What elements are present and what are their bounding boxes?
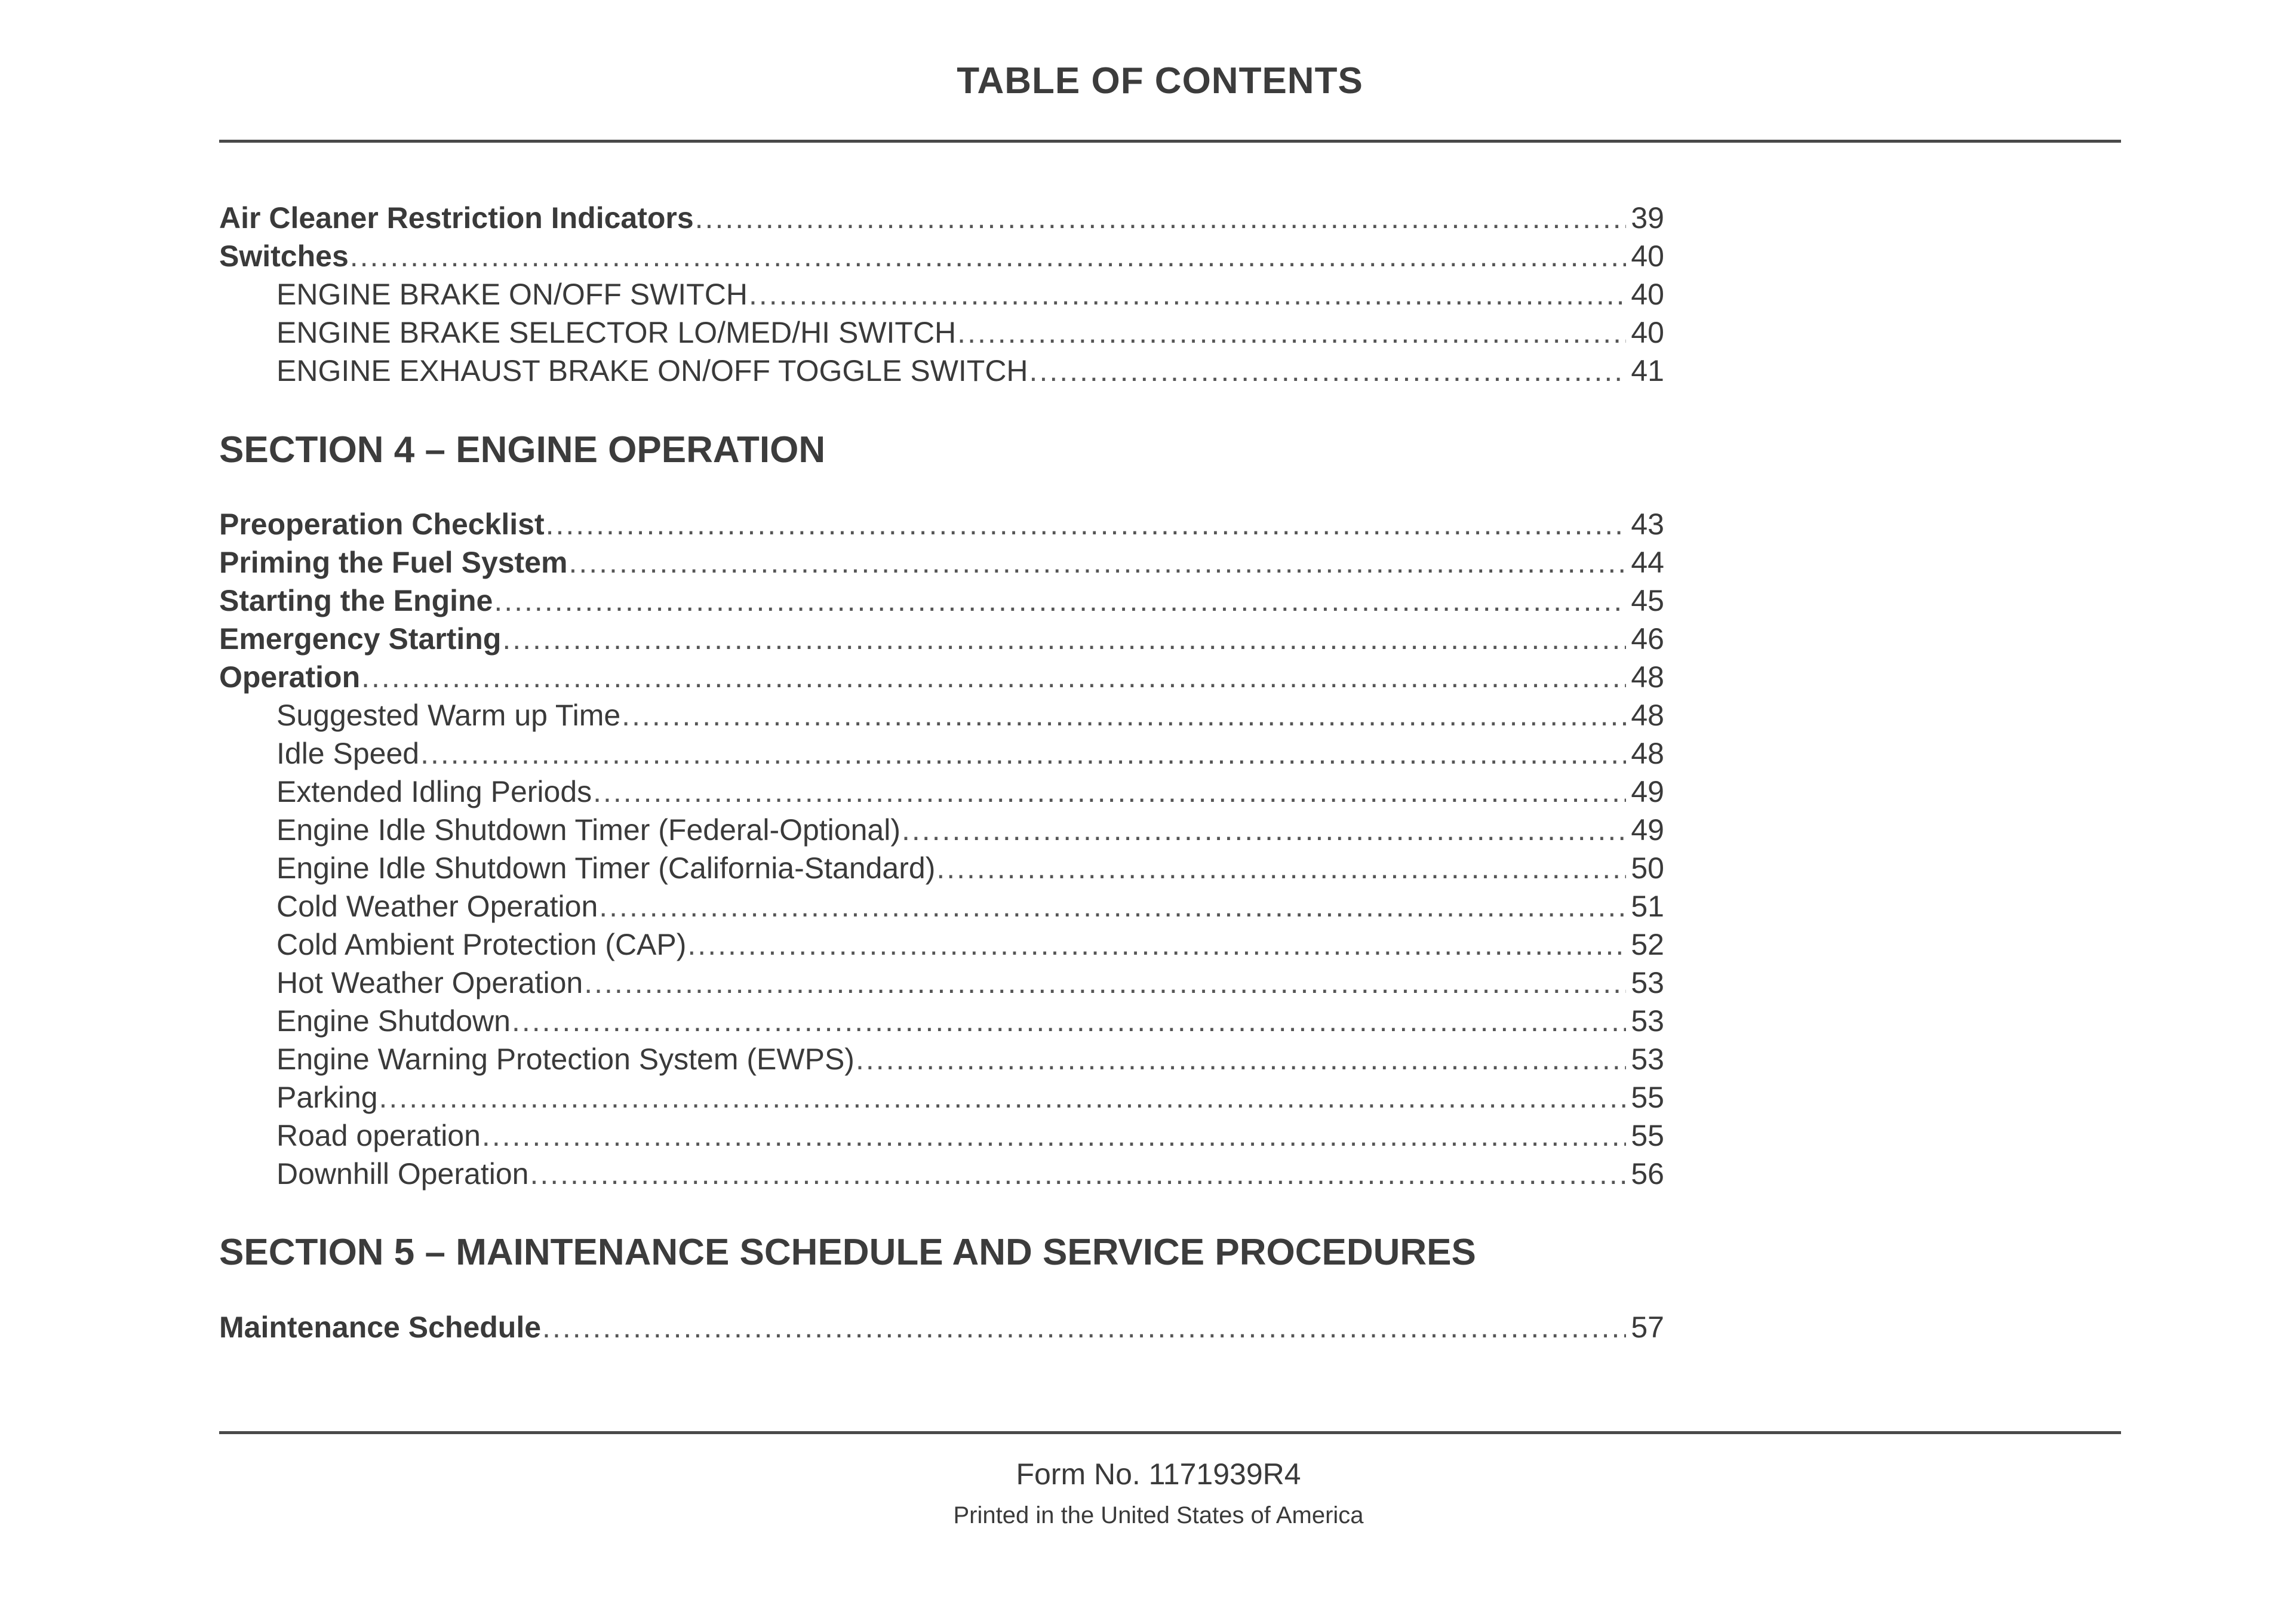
dot-leader — [584, 965, 1626, 1000]
top-divider — [219, 140, 2121, 143]
toc-entry-label: Parking — [276, 1081, 378, 1114]
toc-subentry[interactable] — [276, 885, 1664, 924]
dot-leader — [1029, 353, 1626, 388]
toc-entry-label: ENGINE BRAKE ON/OFF SWITCH — [276, 278, 748, 311]
toc-entry-page: 52 — [1631, 928, 1664, 961]
toc-subentry[interactable] — [276, 1000, 1664, 1038]
dot-leader — [482, 1118, 1626, 1153]
toc-subentry[interactable] — [276, 350, 1664, 388]
toc-subentry[interactable] — [276, 962, 1664, 1000]
toc-entry-page: 46 — [1631, 622, 1664, 656]
toc-entry-label: Cold Ambient Protection (CAP) — [276, 928, 687, 961]
toc-entry-label: Extended Idling Periods — [276, 775, 592, 808]
toc-entry-label: Engine Idle Shutdown Timer (California-Standard) — [276, 851, 936, 885]
toc-entry-page: 40 — [1631, 239, 1664, 273]
dot-leader — [350, 239, 1626, 273]
dot-leader — [379, 1080, 1626, 1115]
dot-leader — [936, 851, 1626, 885]
toc-entry-label: Downhill Operation — [276, 1157, 529, 1191]
dot-leader — [568, 545, 1626, 580]
dot-leader — [420, 736, 1626, 771]
toc-subentry[interactable] — [276, 847, 1664, 885]
dot-leader — [856, 1042, 1626, 1076]
toc-entry-label: Engine Warning Protection System (EWPS) — [276, 1042, 855, 1076]
form-number: Form No. 1171939R4 — [1016, 1457, 1301, 1491]
toc-entry[interactable] — [219, 503, 1664, 542]
toc-entry-label: ENGINE BRAKE SELECTOR LO/MED/HI SWITCH — [276, 316, 957, 349]
toc-entry-page: 40 — [1631, 316, 1664, 349]
toc-entry-page: 53 — [1631, 1004, 1664, 1038]
dot-leader — [695, 201, 1626, 235]
bottom-divider — [219, 1431, 2121, 1434]
toc-entry[interactable] — [219, 618, 1664, 656]
dot-leader — [542, 1310, 1626, 1345]
toc-entry-label: Hot Weather Operation — [276, 966, 583, 999]
toc-entry-page: 40 — [1631, 278, 1664, 311]
toc-entry-label: Engine Idle Shutdown Timer (Federal-Optional) — [276, 813, 900, 847]
toc-entry-page: 53 — [1631, 966, 1664, 999]
toc-subentry[interactable] — [276, 1076, 1664, 1115]
toc-entry-label: Emergency Starting — [219, 622, 502, 656]
toc-entry-page: 49 — [1631, 775, 1664, 808]
dot-leader — [494, 583, 1626, 618]
toc-entry[interactable] — [219, 235, 1664, 273]
toc-entry-page: 55 — [1631, 1081, 1664, 1114]
section-5-heading: SECTION 5 – MAINTENANCE SCHEDULE AND SERVICE PROCEDURES — [219, 1232, 1476, 1273]
toc-entry-page: 55 — [1631, 1119, 1664, 1152]
toc-entry-page: 43 — [1631, 508, 1664, 541]
toc-subentry[interactable] — [276, 733, 1664, 771]
toc-entry-label: Engine Shutdown — [276, 1004, 511, 1038]
toc-entry-label: Cold Weather Operation — [276, 890, 598, 923]
toc-entry-label: Priming the Fuel System — [219, 546, 568, 579]
toc-entry-label: Suggested Warm up Time — [276, 699, 621, 732]
toc-entry[interactable] — [219, 656, 1664, 694]
toc-entry-page: 56 — [1631, 1157, 1664, 1191]
dot-leader — [957, 315, 1626, 350]
dot-leader — [361, 660, 1626, 694]
toc-subentry[interactable] — [276, 273, 1664, 312]
toc-entry-page: 48 — [1631, 737, 1664, 770]
dot-leader — [530, 1157, 1626, 1191]
toc-entry-page: 48 — [1631, 660, 1664, 694]
dot-leader — [622, 698, 1626, 733]
toc-entry-label: Operation — [219, 660, 361, 694]
dot-leader — [902, 813, 1626, 847]
dot-leader — [546, 507, 1626, 542]
dot-leader — [749, 277, 1626, 312]
toc-entry-page: 50 — [1631, 851, 1664, 885]
toc-subentry[interactable] — [276, 924, 1664, 962]
toc-entry[interactable] — [219, 1306, 1664, 1345]
toc-entry-page: 45 — [1631, 584, 1664, 617]
dot-leader — [502, 622, 1626, 656]
toc-entry-label: Air Cleaner Restriction Indicators — [219, 201, 694, 235]
toc-entry-label: Switches — [219, 239, 349, 273]
toc-entry-page: 49 — [1631, 813, 1664, 847]
toc-entry-page: 57 — [1631, 1311, 1664, 1344]
toc-entry-label: Road operation — [276, 1119, 481, 1152]
toc-entry-page: 44 — [1631, 546, 1664, 579]
section-4-heading: SECTION 4 – ENGINE OPERATION — [219, 429, 826, 470]
dot-leader — [687, 927, 1626, 962]
toc-entry-label: ENGINE EXHAUST BRAKE ON/OFF TOGGLE SWITCH — [276, 354, 1028, 387]
toc-entry-label: Idle Speed — [276, 737, 420, 770]
toc-entry-label: Preoperation Checklist — [219, 508, 545, 541]
toc-entry-page: 39 — [1631, 201, 1664, 235]
page-title: TABLE OF CONTENTS — [957, 60, 1363, 102]
toc-subentry[interactable] — [276, 771, 1664, 809]
toc-subentry[interactable] — [276, 694, 1664, 733]
toc-entry[interactable] — [219, 542, 1664, 580]
toc-entry-page: 41 — [1631, 354, 1664, 387]
toc-entry-page: 51 — [1631, 890, 1664, 923]
toc-subentry[interactable] — [276, 1115, 1664, 1153]
printed-in-notice: Printed in the United States of America — [953, 1502, 1364, 1528]
toc-subentry[interactable] — [276, 312, 1664, 350]
dot-leader — [512, 1004, 1626, 1038]
toc-entry-page: 48 — [1631, 699, 1664, 732]
toc-entry[interactable] — [219, 197, 1664, 235]
dot-leader — [599, 889, 1626, 924]
toc-entry-label: Maintenance Schedule — [219, 1311, 542, 1344]
dot-leader — [593, 774, 1626, 809]
toc-subentry[interactable] — [276, 1038, 1664, 1076]
toc-subentry[interactable] — [276, 1153, 1664, 1191]
toc-entry-label: Starting the Engine — [219, 584, 493, 617]
toc-entry-page: 53 — [1631, 1042, 1664, 1076]
toc-subentry[interactable] — [276, 809, 1664, 847]
toc-entry[interactable] — [219, 580, 1664, 618]
